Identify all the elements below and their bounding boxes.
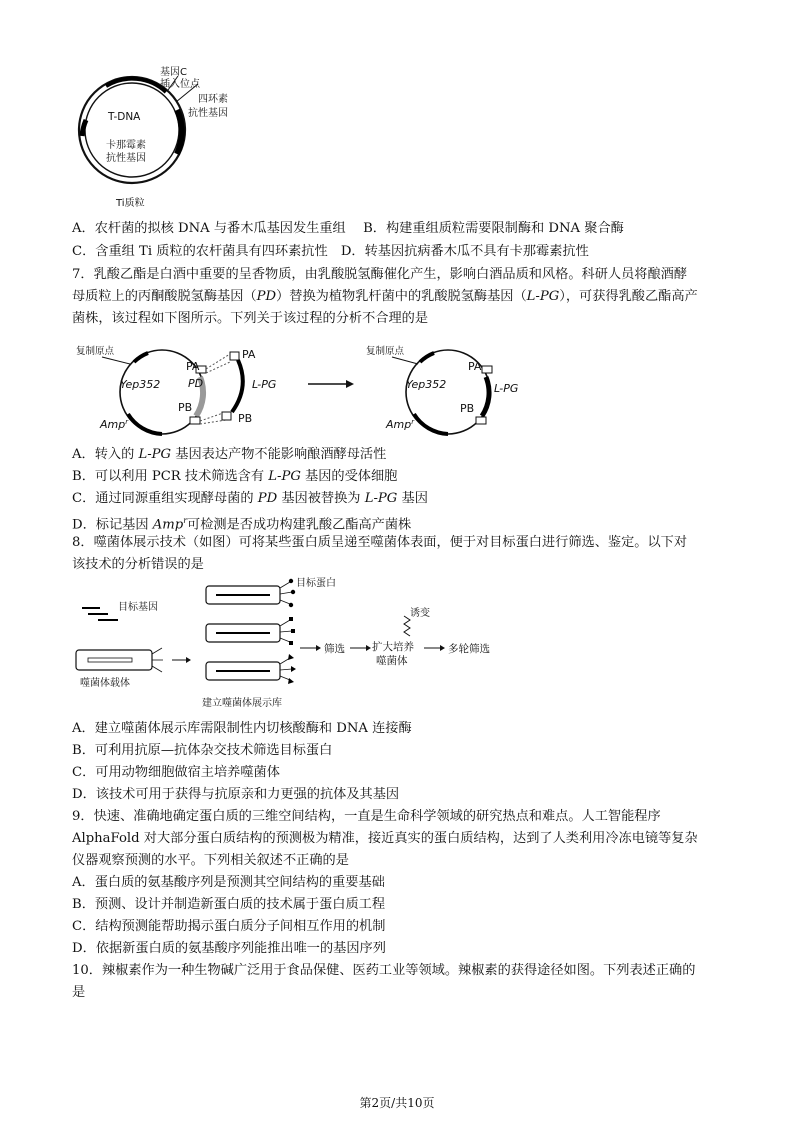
tet-resistance-label: 四环素	[198, 94, 228, 105]
q9-option-b: B．预测、设计并制造新蛋白质的技术属于蛋白质工程	[72, 897, 386, 912]
kan-resistance-label: 卡那霉素	[106, 140, 146, 151]
q6-options-ab: A．农杆菌的拟核 DNA 与番木瓜基因发生重组 B．构建重组质粒需要限制酶和 DNA 聚合酶	[72, 221, 624, 236]
q9-stem-line-1: 9．快速、准确地确定蛋白质的三维空间结构，一直是生命科学领域的研究热点和难点。人工智能程序	[72, 809, 661, 824]
screen-label: 筛选	[324, 643, 345, 655]
library-phage-1	[206, 579, 295, 607]
q9-stem-line-2: AlphaFold 对大部分蛋白质结构的预测极为精准，接近真实的蛋白质结构，达到了人类利用冷冻电镜等复杂	[72, 831, 698, 846]
q6-options-cd: C．含重组 Ti 质粒的农杆菌具有四环素抗性 D．转基因抗病番木瓜不具有卡那霉素抗性	[72, 244, 589, 259]
left-pd-label: PD	[188, 377, 204, 390]
insertion-site-label: 插入位点	[160, 79, 200, 90]
q7-stem-line-3: 菌株，该过程如下图所示。下列关于该过程的分析不合理的是	[72, 311, 429, 326]
donor-pb-label: PB	[238, 412, 253, 425]
donor-lpg-fragment	[232, 360, 243, 412]
mutate-label: 诱变	[410, 608, 430, 619]
left-plasmid-name: Yep352	[120, 378, 161, 391]
q7-option-c: C．通过同源重组实现酵母菌的 PD 基因被替换为 L-PG 基因	[72, 491, 428, 506]
q7-option-d: D．标记基因 Amp$^r$可检测是否成功构建乳酸乙酯高产菌株	[72, 516, 412, 533]
left-pb-label: PB	[178, 401, 193, 414]
q7-option-b: B．可以利用 PCR 技术筛选含有 L-PG 基因的受体细胞	[72, 469, 398, 484]
q9-stem-line-3: 仪器观察预测的水平。下列相关叙述不正确的是	[72, 853, 349, 868]
q7-stem-line-1: 7．乳酸乙酯是白酒中重要的呈香物质，由乳酸脱氢酶催化产生，影响白酒品质和风格。科研人员将酿酒酵	[72, 267, 688, 282]
yep352-recombination-figure	[70, 332, 550, 442]
right-pb-label: PB	[460, 402, 475, 415]
donor-pa-label: PA	[242, 348, 256, 361]
q8-option-a: A．建立噬菌体展示库需限制性内切核酸酶和 DNA 连接酶	[72, 721, 412, 736]
left-amp-label: Amp$^r$	[100, 418, 129, 431]
tdna-label: T-DNA	[108, 111, 141, 123]
library-phage-2	[206, 617, 295, 645]
q8-stem-line-1: 8．噬菌体展示技术（如图）可将某些蛋白质呈递至噬菌体表面，便于对目标蛋白进行筛选、鉴定。以下对	[72, 535, 688, 550]
expand-culture-label: 扩大培养	[372, 641, 414, 653]
left-pa-label: PA	[186, 360, 200, 373]
donor-lpg-label: L-PG	[252, 378, 277, 391]
library-label: 建立噬菌体展示库	[202, 698, 282, 709]
ti-plasmid-ring	[79, 77, 185, 183]
library-phage-3	[206, 654, 296, 684]
replication-origin-label-right: 复制原点	[366, 346, 405, 357]
target-protein-label: 目标蛋白	[296, 578, 336, 589]
q10-stem-line-2: 是	[72, 985, 86, 1000]
kan-resistance-label-2: 抗性基因	[106, 153, 146, 164]
q9-option-c: C．结构预测能帮助揭示蛋白质分子间相互作用的机制	[72, 919, 386, 934]
left-amp-block	[128, 414, 162, 434]
q9-option-a: A．蛋白质的氨基酸序列是预测其空间结构的重要基础	[72, 875, 385, 890]
ti-plasmid-caption: Ti质粒	[116, 198, 145, 209]
phage-vector-label: 噬菌体载体	[80, 678, 130, 689]
right-pa-label: PA	[468, 360, 482, 373]
q8-stem-line-2: 该技术的分析错误的是	[72, 557, 204, 572]
q7-option-a: A．转入的 L-PG 基因表达产物不能影响酿酒酵母活性	[72, 447, 387, 462]
q8-option-c: C．可用动物细胞做宿主培养噬菌体	[72, 765, 280, 780]
target-gene-label: 目标基因	[118, 602, 158, 613]
right-plasmid-name: Yep352	[406, 378, 447, 391]
replication-origin-label: 复制原点	[76, 346, 115, 357]
q7-stem-line-2: 母质粒上的丙酮酸脱氢酶基因（PD）替换为植物乳杆菌中的乳酸脱氢酶基因（L-PG），可获得乳酸乙酯高产	[72, 289, 698, 304]
page-number-footer: 第2页/共10页	[359, 1096, 435, 1110]
phage-display-figure	[70, 574, 540, 716]
q8-option-b: B．可利用抗原—抗体杂交技术筛选目标蛋白	[72, 743, 333, 758]
ti-plasmid-figure	[70, 62, 270, 214]
gene-c-label: 基因C	[160, 67, 187, 78]
tet-resistance-label-2: 抗性基因	[188, 108, 228, 119]
expand-culture-label-2: 噬菌体	[376, 655, 408, 667]
multi-round-screen-label: 多轮筛选	[448, 643, 490, 655]
right-amp-block	[414, 414, 448, 434]
right-lpg-block	[482, 377, 489, 416]
q10-stem-line-1: 10．辣椒素作为一种生物碱广泛用于食品保健、医药工业等领域。辣椒素的获得途径如图。下列表述正确的	[72, 963, 696, 978]
q8-option-d: D．该技术可用于获得与抗原亲和力更强的抗体及其基因	[72, 787, 400, 802]
right-lpg-label: L-PG	[494, 382, 519, 395]
q9-option-d: D．依据新蛋白质的氨基酸序列能推出唯一的基因序列	[72, 941, 386, 956]
right-amp-label: Amp$^r$	[386, 418, 415, 431]
mutation-squiggle	[404, 616, 410, 636]
tet-resistance-gene-block	[177, 110, 182, 154]
